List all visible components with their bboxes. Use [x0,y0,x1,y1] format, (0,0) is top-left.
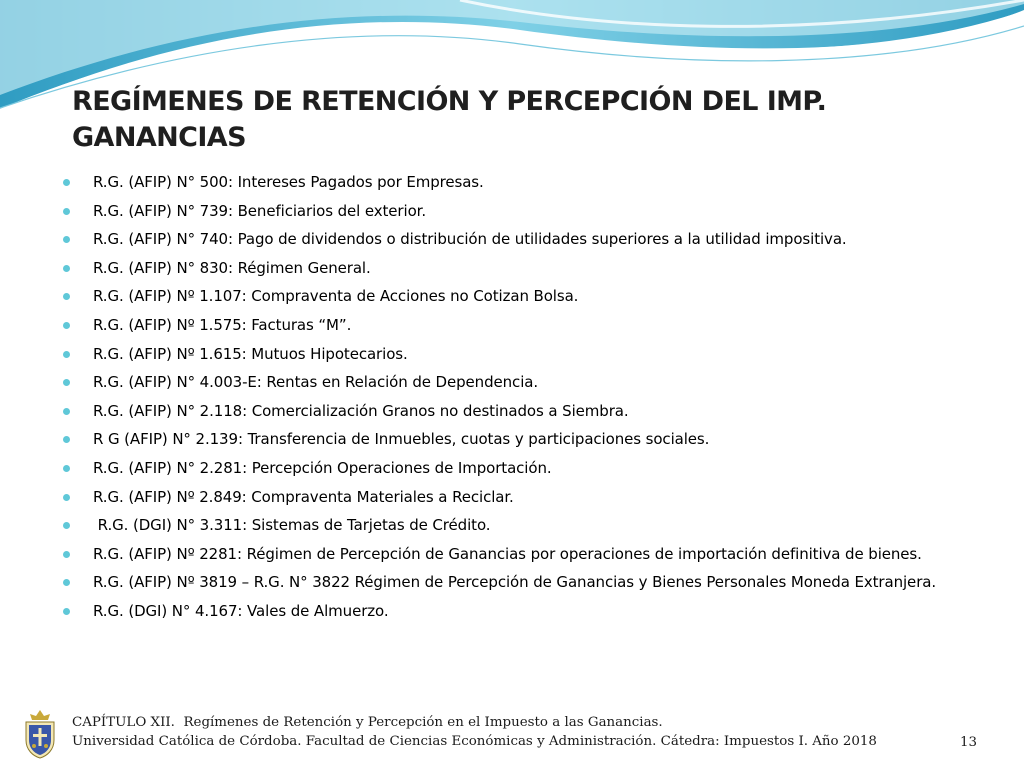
list-item: R G (AFIP) N° 2.139: Transferencia de Inmuebles, cuotas y participaciones sociales. [60,427,960,451]
bullet-dot-icon [63,494,70,501]
bullet-dot-icon [63,265,70,272]
list-item: R.G. (AFIP) N° 739: Beneficiarios del exterior. [60,199,960,223]
slide-title-line2: GANANCIAS [72,122,246,153]
list-item: R.G. (AFIP) Nº 2281: Régimen de Percepción de Ganancias por operaciones de importación definitiva de bienes. [60,542,960,566]
list-item: R.G. (AFIP) Nº 1.107: Compraventa de Acciones no Cotizan Bolsa. [60,284,960,308]
regulations-list [60,170,960,628]
bullet-dot-icon [63,522,70,529]
bullet-dot-icon [63,551,70,558]
list-item: R.G. (AFIP) N° 740: Pago de dividendos o distribución de utilidades superiores a la utilidad impositiva. [60,227,960,251]
bullet-dot-icon [63,379,70,386]
slide-title [72,84,972,156]
university-crest-icon [20,708,60,760]
footer [72,713,952,751]
bullet-dot-icon [63,351,70,358]
list-item: R.G. (AFIP) Nº 3819 – R.G. N° 3822 Régimen de Percepción de Ganancias y Bienes Personales Moneda Extranjera. [60,570,960,594]
bullet-dot-icon [63,465,70,472]
bullet-dot-icon [63,293,70,300]
footer-university: Universidad Católica de Córdoba. Facultad de Ciencias Económicas y Administración. Cátedra: Impuestos I. Año 2018 [72,734,877,749]
bullet-dot-icon [63,408,70,415]
list-item: R.G. (AFIP) N° 4.003-E: Rentas en Relación de Dependencia. [60,370,960,394]
bullet-dot-icon [63,236,70,243]
bullet-dot-icon [63,608,70,615]
list-item: R.G. (AFIP) Nº 1.615: Mutuos Hipotecarios. [60,342,960,366]
list-item: R.G. (AFIP) N° 2.118: Comercialización Granos no destinados a Siembra. [60,399,960,423]
page-number: 13 [960,735,978,750]
list-item: R.G. (AFIP) N° 2.281: Percepción Operaciones de Importación. [60,456,960,480]
list-item: R.G. (AFIP) Nº 2.849: Compraventa Materiales a Reciclar. [60,485,960,509]
list-item: R.G. (AFIP) N° 830: Régimen General. [60,256,960,280]
bullet-dot-icon [63,436,70,443]
bullet-dot-icon [63,179,70,186]
list-item: R.G. (DGI) N° 4.167: Vales de Almuerzo. [60,599,960,623]
list-item: R.G. (AFIP) Nº 1.575: Facturas “M”. [60,313,960,337]
list-item: R.G. (DGI) N° 3.311: Sistemas de Tarjetas de Crédito. [60,513,960,537]
list-item: R.G. (AFIP) N° 500: Intereses Pagados por Empresas. [60,170,960,194]
bullet-dot-icon [63,208,70,215]
bullet-dot-icon [63,579,70,586]
bullet-dot-icon [63,322,70,329]
footer-chapter: CAPÍTULO XII. Regímenes de Retención y Percepción en el Impuesto a las Ganancias. [72,715,663,730]
slide-title-line1: REGÍMENES DE RETENCIÓN Y PERCEPCIÓN DEL IMP. [72,86,827,117]
